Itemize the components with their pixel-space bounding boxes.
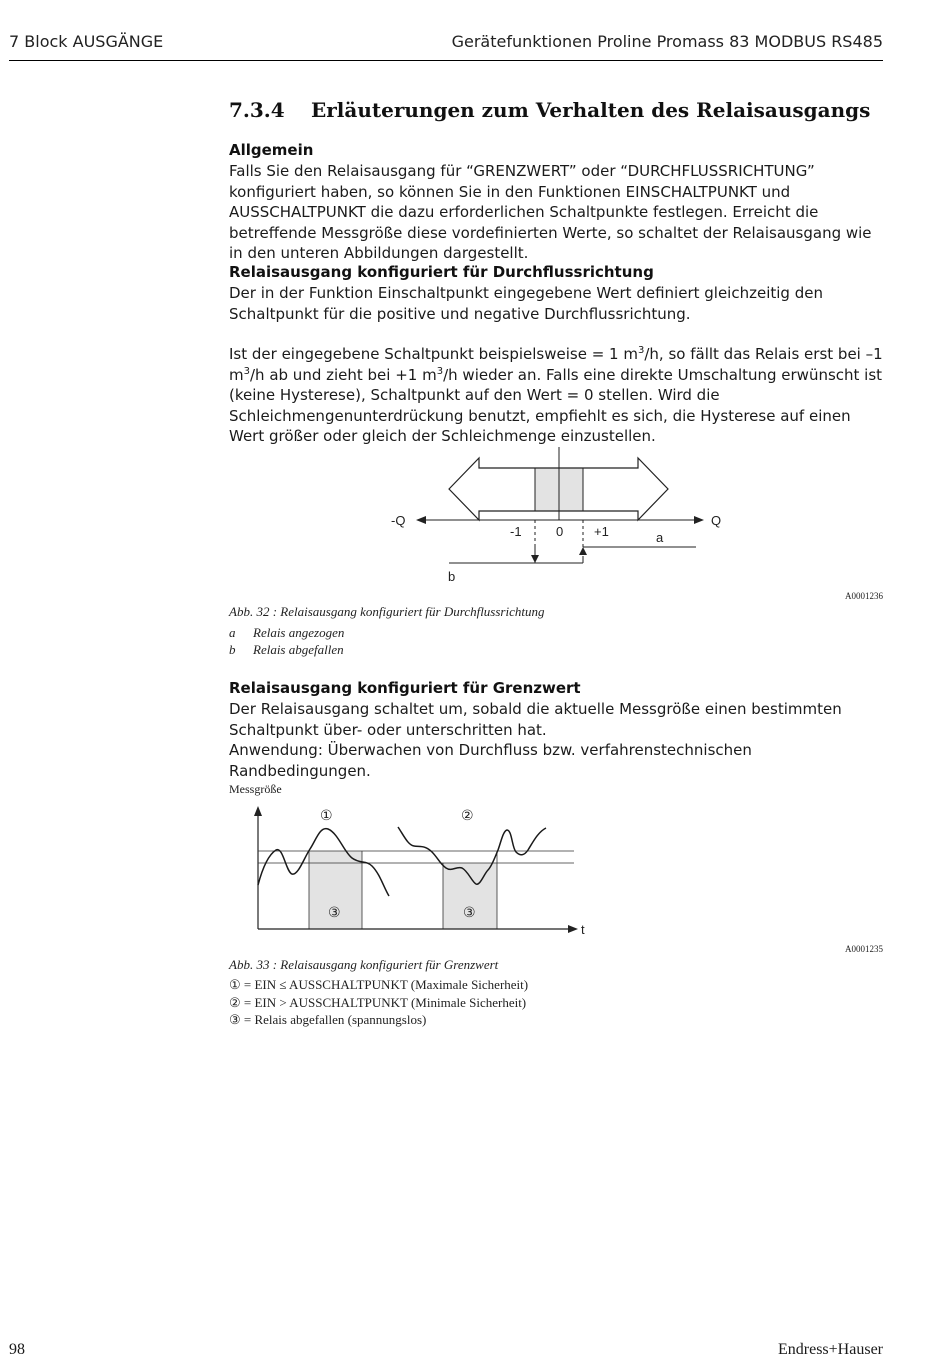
section-title-text: Erläuterungen zum Verhalten des Relaisausgangs — [311, 98, 871, 122]
figure-32-caption: Abb. 32 : Relaisausgang konfiguriert für Durchflussrichtung — [229, 604, 545, 619]
paragraph-allgemein: Falls Sie den Relaisausgang für “GRENZWERT” oder “DURCHFLUSSRICHTUNG” konfiguriert haben, so können Sie in den Funktionen EINSCHALTPUNKT und AUSSCHALTPUNKT die dazu erforderlichen Schaltpunkte festlegen. Erreicht die betreffende Messgröße diese vordefinierten Werte, so schaltet der Relaisausgang wie in den unteren Abbildungen dargestellt. — [229, 162, 872, 262]
label-b: b — [448, 569, 456, 584]
figure-32-legend-item: a Relais angezogen — [229, 625, 345, 640]
figure-33-caption: Abb. 33 : Relaisausgang konfiguriert für Grenzwert — [229, 957, 499, 972]
figure-32-legend-item: b Relais abgefallen — [229, 642, 344, 657]
marker-3a: ③ — [328, 905, 341, 921]
page-number: 98 — [9, 1341, 25, 1358]
section-number: 7.3.4 — [229, 98, 285, 122]
heading-allgemein: Allgemein — [229, 141, 314, 159]
x-axis-label: t — [581, 922, 585, 937]
marker-2: ② — [461, 808, 474, 824]
header-divider — [9, 60, 883, 61]
paragraph-durchfluss-1: Der in der Funktion Einschaltpunkt eingegebene Wert definiert gleichzeitig den Schaltpunkt für die positive und negative Durchflussrichtung. — [229, 284, 823, 323]
paragraph-grenzwert-2: Anwendung: Überwachen von Durchfluss bzw. verfahrenstechnischen Randbedingungen. — [229, 741, 752, 780]
figure-limit-value-diagram — [225, 778, 595, 940]
label-plus-one: +1 — [594, 524, 609, 539]
y-axis-label: Messgröße — [229, 782, 282, 796]
figure-flow-direction-diagram — [380, 440, 740, 590]
label-neg-q: -Q — [391, 513, 406, 528]
label-a: a — [656, 530, 664, 545]
header-document-title: Gerätefunktionen Proline Promass 83 MODBUS RS485 — [451, 32, 883, 51]
heading-grenzwert: Relaisausgang konfiguriert für Grenzwert — [229, 679, 581, 697]
label-minus-one: -1 — [510, 524, 522, 539]
axis-arrow-left-icon — [416, 516, 426, 524]
marker-3b: ③ — [463, 905, 476, 921]
figure-33-code: A0001235 — [845, 944, 883, 954]
value-axis-arrow-icon — [254, 806, 262, 816]
paragraph-durchfluss-2: Ist der eingegebene Schaltpunkt beispielsweise = 1 $m^3/h$, so fällt das Relais erst bei –1 $m^3/h$ ab und zieht bei +1 $m^3/h$ wieder an. Falls eine direkte Umschaltung erwünscht ist (keine Hysterese), Schaltpunkt auf den Wert = 0 stellen. Wird die Schleichmengenunterdrückung benutzt, empfiehlt es sich, die Hysterese auf einen Wert größer oder gleich der Schleichmenge einzustellen. — [229, 345, 883, 445]
header-chapter: 7 Block AUSGÄNGE — [9, 32, 164, 51]
switch-off-arrow-icon — [531, 555, 539, 563]
section-title — [229, 98, 889, 122]
axis-arrow-right-icon — [694, 516, 704, 524]
figure-33-legend-item: ② = EIN > AUSSCHALTPUNKT (Minimale Sicherheit) — [229, 994, 527, 1010]
time-axis-arrow-icon — [568, 925, 578, 933]
figure-33-legend-item: ① = EIN ≤ AUSSCHALTPUNKT (Maximale Sicherheit) — [229, 977, 529, 992]
heading-durchflussrichtung: Relaisausgang konfiguriert für Durchflussrichtung — [229, 263, 654, 281]
switch-on-arrow-icon — [579, 547, 587, 555]
label-zero: 0 — [556, 524, 564, 539]
marker-1: ① — [320, 808, 333, 824]
figure-32-code: A0001236 — [845, 591, 883, 601]
paragraph-grenzwert-1: Der Relaisausgang schaltet um, sobald die aktuelle Messgröße einen bestimmten Schaltpunkt über- oder unterschritten hat. — [229, 700, 842, 739]
label-pos-q: Q — [711, 513, 722, 528]
figure-33-legend-item: ③ = Relais abgefallen (spannungslos) — [229, 1012, 427, 1027]
brand-name: Endress+Hauser — [778, 1341, 883, 1358]
